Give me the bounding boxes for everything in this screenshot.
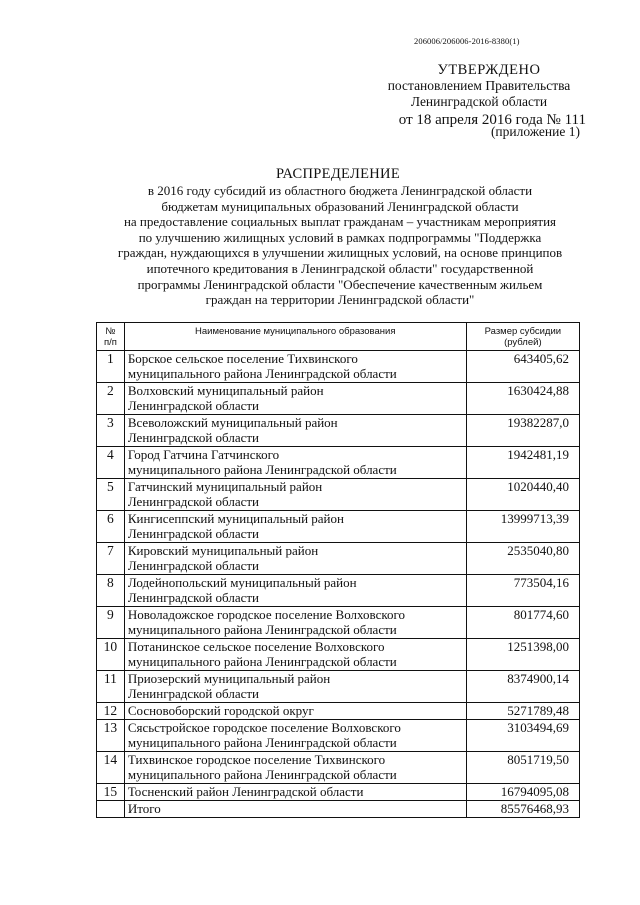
row-number: 1 <box>97 351 125 383</box>
table-row <box>97 415 580 447</box>
approval-line-1: постановлением Правительства <box>387 78 571 93</box>
row-amount: 1251398,00 <box>466 639 579 671</box>
subtitle-line: по улучшению жилищных условий в рамках подпрограммы "Поддержка <box>138 229 542 245</box>
municipality-name-line: Сосновоборский городской округ <box>127 703 314 718</box>
municipality-name-line: Тосненский район Ленинградской области <box>127 784 364 799</box>
row-number: 10 <box>97 639 125 671</box>
table-row <box>97 511 580 543</box>
row-amount: 1942481,19 <box>466 447 579 479</box>
total-row <box>97 801 580 818</box>
table-row <box>97 383 580 415</box>
document-title: РАСПРЕДЕЛЕНИЕ <box>276 166 400 182</box>
municipality-name-line: Кингисеппский муниципальный район <box>127 511 344 526</box>
municipality-name-line: Ленинградской области <box>127 590 260 605</box>
row-number: 6 <box>97 511 125 543</box>
table-row <box>97 752 580 784</box>
table-row <box>97 671 580 703</box>
municipality-name-line: Сясьстройское городское поселение Волховского <box>127 720 401 735</box>
row-municipality <box>124 447 466 479</box>
row-number: 8 <box>97 575 125 607</box>
row-amount: 1020440,40 <box>466 479 579 511</box>
document-id: 206006/206006-2016-8380(1) <box>414 36 520 46</box>
row-number: 15 <box>97 784 125 801</box>
approval-date: от 18 апреля 2016 года № 111 <box>398 112 586 128</box>
municipality-name-line: муниципального района Ленинградской области <box>127 462 397 477</box>
table-row <box>97 720 580 752</box>
row-municipality <box>124 607 466 639</box>
municipality-name-line: Кировский муниципальный район <box>127 543 319 558</box>
row-amount: 801774,60 <box>466 607 579 639</box>
row-number: 3 <box>97 415 125 447</box>
row-number: 11 <box>97 671 125 703</box>
row-municipality <box>124 415 466 447</box>
row-municipality <box>124 720 466 752</box>
distribution-table <box>96 322 580 818</box>
approval-stamp: УТВЕРЖДЕНО <box>437 62 541 78</box>
municipality-name-line: Ленинградской области <box>127 430 260 445</box>
table-row <box>97 351 580 383</box>
row-number: 13 <box>97 720 125 752</box>
municipality-name-line: Город Гатчина Гатчинского <box>127 447 280 462</box>
row-number: 9 <box>97 607 125 639</box>
row-municipality <box>124 639 466 671</box>
row-municipality <box>124 671 466 703</box>
table-row <box>97 639 580 671</box>
approval-line-2: Ленинградской области <box>410 94 548 109</box>
header-amount: Размер субсидии (рублей) <box>466 323 579 351</box>
municipality-name-line: муниципального района Ленинградской области <box>127 366 397 381</box>
municipality-name-line: муниципального района Ленинградской области <box>127 622 397 637</box>
row-amount: 773504,16 <box>466 575 579 607</box>
row-amount: 3103494,69 <box>466 720 579 752</box>
row-municipality <box>124 784 466 801</box>
row-municipality <box>124 575 466 607</box>
row-amount: 13999713,39 <box>466 511 579 543</box>
municipality-name-line: Приозерский муниципальный район <box>127 671 331 686</box>
municipality-name-line: Новоладожское городское поселение Волховского <box>127 607 406 622</box>
approval-block <box>372 62 586 140</box>
row-amount: 1630424,88 <box>466 383 579 415</box>
total-label: Итого <box>124 801 466 818</box>
subtitle-line: программы Ленинградской области "Обеспечение качественным жильем <box>137 276 543 292</box>
municipality-name-line: Ленинградской области <box>127 686 260 701</box>
table-body <box>97 351 580 818</box>
municipality-name-line: Ленинградской области <box>127 526 260 541</box>
row-municipality <box>124 543 466 575</box>
subtitle-line: ипотечного кредитования в Ленинградской области" государственной <box>146 260 534 276</box>
row-amount: 5271789,48 <box>466 703 579 720</box>
municipality-name-line: Всеволожский муниципальный район <box>127 415 338 430</box>
row-municipality <box>124 703 466 720</box>
row-number: 12 <box>97 703 125 720</box>
table-row <box>97 575 580 607</box>
municipality-name-line: Потанинское сельское поселение Волховского <box>127 639 385 654</box>
municipality-name-line: Волховский муниципальный район <box>127 383 324 398</box>
row-municipality <box>124 511 466 543</box>
municipality-name-line: Ленинградской области <box>127 494 260 509</box>
table-row <box>97 703 580 720</box>
table-row <box>97 447 580 479</box>
total-number-cell <box>97 801 125 818</box>
total-amount: 85576468,93 <box>466 801 579 818</box>
subtitle-line: бюджетам муниципальных образований Ленинградской области <box>161 198 519 214</box>
municipality-name-line: Ленинградской области <box>127 398 260 413</box>
row-amount: 643405,62 <box>466 351 579 383</box>
row-amount: 19382287,0 <box>466 415 579 447</box>
row-amount: 16794095,08 <box>466 784 579 801</box>
municipality-name-line: Ленинградской области <box>127 558 260 573</box>
row-number: 14 <box>97 752 125 784</box>
municipality-name-line: Тихвинское городское поселение Тихвинского <box>127 752 386 767</box>
table-row <box>97 543 580 575</box>
municipality-name-line: муниципального района Ленинградской области <box>127 654 397 669</box>
subtitle-line: граждан на территории Ленинградской области" <box>205 292 475 308</box>
municipality-name-line: Гатчинский муниципальный район <box>127 479 323 494</box>
approval-attachment: (приложение 1) <box>490 124 580 139</box>
header-municipality: Наименование муниципального образования <box>124 323 466 351</box>
row-municipality <box>124 479 466 511</box>
document-subtitle <box>80 183 600 308</box>
subtitle-line: граждан, нуждающихся в улучшении жилищных условий, на основе принципов <box>117 245 563 261</box>
municipality-name-line: Борское сельское поселение Тихвинского <box>127 351 358 366</box>
row-amount: 8374900,14 <box>466 671 579 703</box>
table-row <box>97 784 580 801</box>
row-number: 7 <box>97 543 125 575</box>
row-municipality <box>124 383 466 415</box>
table-header-row <box>97 323 580 351</box>
row-amount: 2535040,80 <box>466 543 579 575</box>
row-number: 4 <box>97 447 125 479</box>
row-number: 2 <box>97 383 125 415</box>
table-row <box>97 607 580 639</box>
row-municipality <box>124 752 466 784</box>
municipality-name-line: Лодейнопольский муниципальный район <box>127 575 357 590</box>
header-number: № п/п <box>97 323 125 351</box>
row-amount: 8051719,50 <box>466 752 579 784</box>
table-row <box>97 479 580 511</box>
subtitle-line: на предоставление социальных выплат гражданам – участникам мероприятия <box>123 214 557 230</box>
subtitle-line: в 2016 году субсидий из областного бюджета Ленинградской области <box>147 183 533 198</box>
municipality-name-line: муниципального района Ленинградской области <box>127 735 397 750</box>
row-number: 5 <box>97 479 125 511</box>
municipality-name-line: муниципального района Ленинградской области <box>127 767 397 782</box>
row-municipality <box>124 351 466 383</box>
